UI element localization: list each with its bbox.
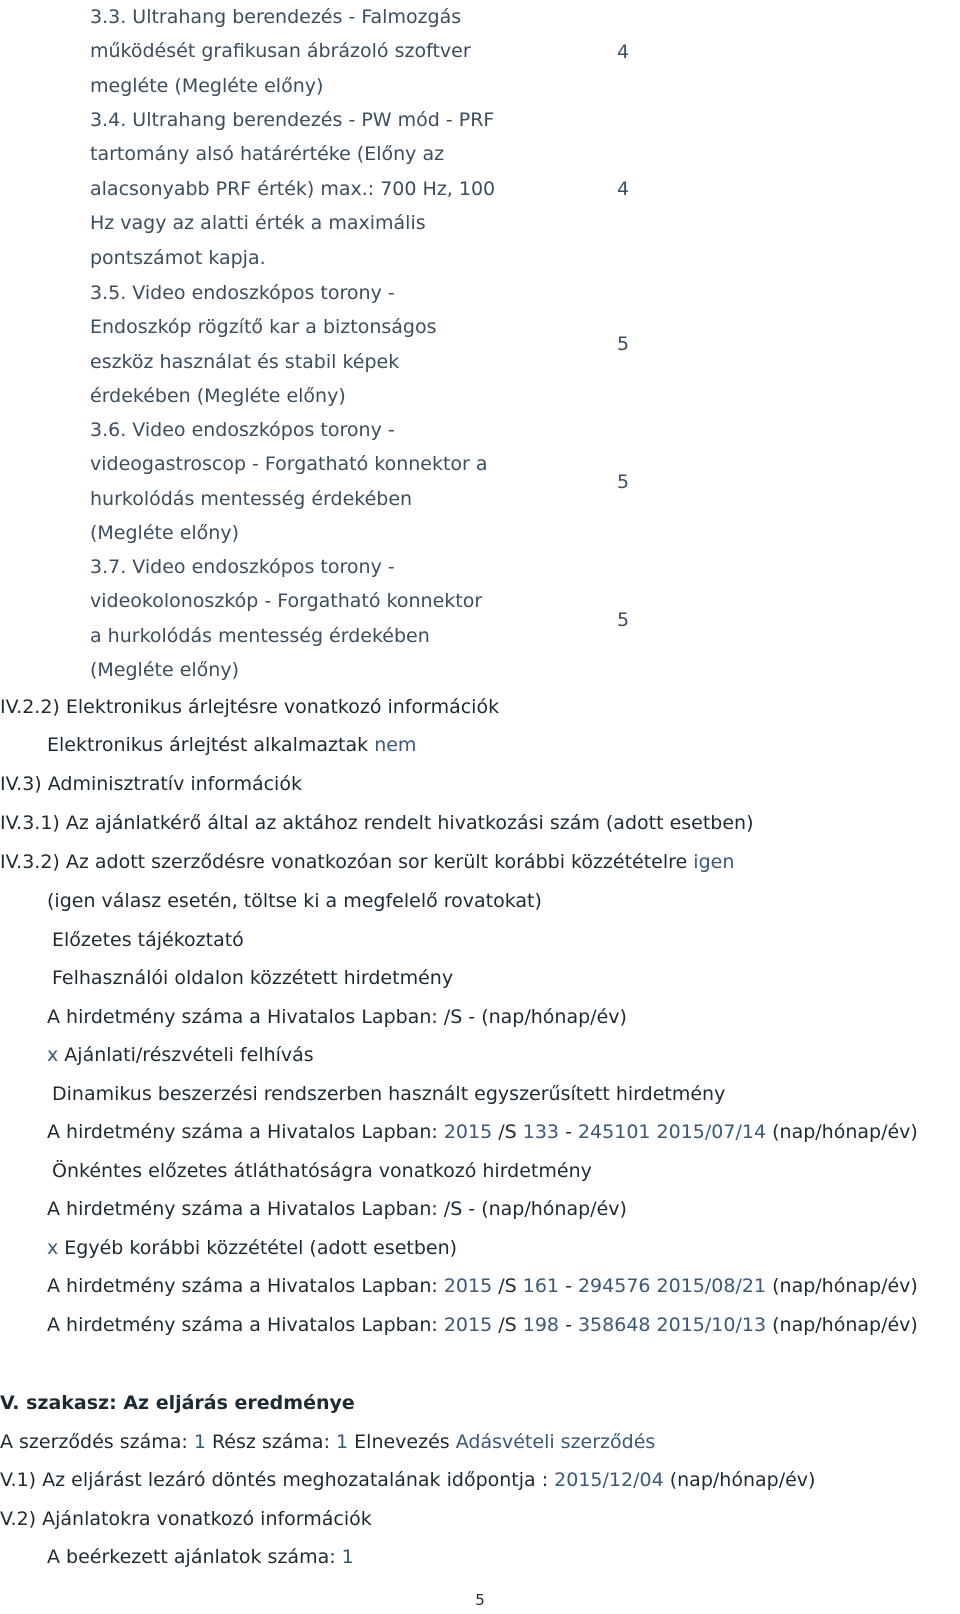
notice-label: A hirdetmény száma a Hivatalos Lapban: bbox=[47, 1275, 438, 1297]
notice-date: 2015/10/13 bbox=[656, 1314, 767, 1336]
check-mark: x bbox=[47, 1237, 59, 1259]
criterion-text: Hz vagy az alatti érték a maximális bbox=[90, 212, 426, 235]
notice-number-2 bbox=[47, 1271, 918, 1301]
criterion-score: 5 bbox=[617, 333, 630, 355]
criterion-3-3 bbox=[90, 0, 530, 103]
criterion-text: a hurkolódás mentesség érdekében bbox=[90, 624, 430, 647]
name-label: Elnevezés bbox=[354, 1431, 450, 1453]
notice-number-1 bbox=[47, 1117, 918, 1147]
criterion-score: 5 bbox=[617, 609, 630, 631]
section-heading-iv-3-1: IV.3.1) Az ajánlatkérő által az aktához rendelt hivatkozási szám (adott esetben) bbox=[0, 812, 754, 834]
contract-value: 1 bbox=[193, 1431, 206, 1453]
item-dps-notice: Dinamikus beszerzési rendszerben használt egyszerűsített hirdetmény bbox=[52, 1083, 726, 1105]
item-prior-information: Előzetes tájékoztató bbox=[52, 929, 244, 951]
criterion-score: 4 bbox=[617, 178, 630, 200]
notice-label: A hirdetmény száma a Hivatalos Lapban: bbox=[47, 1314, 438, 1336]
criterion-text: pontszámot kapja. bbox=[90, 246, 266, 269]
criterion-text: alacsonyabb PRF érték) max.: 700 Hz, 100 bbox=[90, 177, 496, 200]
notice-dash: - bbox=[565, 1314, 572, 1336]
criterion-text: (Megléte előny) bbox=[90, 659, 239, 682]
notice-date-format: (nap/hónap/év) bbox=[772, 1275, 918, 1297]
criterion-text: tartomány alsó határértéke (Előny az bbox=[90, 143, 445, 166]
notice-date: 2015/08/21 bbox=[656, 1275, 767, 1297]
criterion-text: eszköz használat és stabil képek bbox=[90, 350, 400, 373]
eauction-label: Elektronikus árlejtést alkalmaztak bbox=[47, 734, 369, 756]
notice-year: 2015 bbox=[443, 1314, 493, 1336]
notice-dash: - bbox=[565, 1275, 572, 1297]
criterion-3-4 bbox=[90, 103, 530, 275]
offers-line bbox=[47, 1542, 354, 1572]
decision-date-label: V.1) Az eljárást lezáró döntés meghozatalának időpontja : bbox=[0, 1469, 549, 1491]
notice-id: 245101 bbox=[577, 1121, 651, 1143]
part-label: Rész száma: bbox=[211, 1431, 330, 1453]
decision-date-line bbox=[0, 1465, 815, 1495]
item-other-publication bbox=[47, 1233, 457, 1263]
criterion-text: 3.4. Ultrahang berendezés - PW mód - PRF bbox=[90, 109, 495, 131]
notice-id: 358648 bbox=[577, 1314, 651, 1336]
name-value: Adásvételi szerződés bbox=[455, 1431, 656, 1453]
eauction-line bbox=[47, 730, 416, 760]
criterion-text: 3.6. Video endoszkópos torony - bbox=[90, 419, 395, 441]
criterion-score: 5 bbox=[617, 471, 630, 493]
section-v-title: V. szakasz: Az eljárás eredménye bbox=[0, 1392, 355, 1414]
criterion-text: (Megléte előny) bbox=[90, 522, 239, 545]
criterion-3-6 bbox=[90, 413, 530, 551]
notice-label: A hirdetmény száma a Hivatalos Lapban: bbox=[47, 1121, 438, 1143]
section-heading-iv-3-2 bbox=[0, 847, 734, 877]
criterion-text: Endoszkóp rögzítő kar a biztonságos bbox=[90, 316, 437, 339]
notice-date: 2015/07/14 bbox=[656, 1121, 767, 1143]
criterion-score: 4 bbox=[617, 41, 630, 63]
section-heading-v-2: V.2) Ajánlatokra vonatkozó információk bbox=[0, 1508, 372, 1530]
eauction-value: nem bbox=[374, 734, 417, 756]
criterion-3-5 bbox=[90, 276, 530, 414]
item-label: Ajánlati/részvételi felhívás bbox=[64, 1044, 314, 1066]
decision-date-value: 2015/12/04 bbox=[554, 1469, 664, 1491]
notice-sep-s: /S bbox=[498, 1121, 517, 1143]
criterion-text: 3.3. Ultrahang berendezés - Falmozgás bbox=[90, 6, 462, 28]
criterion-text: videogastroscop - Forgatható konnektor a bbox=[90, 453, 488, 476]
page-number: 5 bbox=[475, 1591, 485, 1609]
offers-label: A beérkezett ajánlatok száma: bbox=[47, 1546, 336, 1568]
notice-issue: 161 bbox=[522, 1275, 560, 1297]
decision-date-format: (nap/hónap/év) bbox=[669, 1469, 816, 1491]
notice-date-format: (nap/hónap/év) bbox=[772, 1314, 918, 1336]
criterion-text: működését grafikusan ábrázoló szoftver bbox=[90, 40, 471, 63]
criterion-text: videokolonoszkóp - Forgatható konnektor bbox=[90, 590, 483, 613]
section-heading-iv-2-2: IV.2.2) Elektronikus árlejtésre vonatkozó információk bbox=[0, 696, 500, 718]
part-value: 1 bbox=[336, 1431, 349, 1453]
notice-number-empty: A hirdetmény száma a Hivatalos Lapban: /S - (nap/hónap/év) bbox=[47, 1198, 627, 1220]
criterion-text: 3.7. Video endoszkópos torony - bbox=[90, 556, 395, 578]
item-label: Egyéb korábbi közzététel (adott esetben) bbox=[64, 1237, 458, 1259]
criterion-text: megléte (Megléte előny) bbox=[90, 74, 324, 97]
criterion-text: 3.5. Video endoszkópos torony - bbox=[90, 282, 395, 304]
criterion-text: hurkolódás mentesség érdekében bbox=[90, 487, 413, 510]
notice-date-format: (nap/hónap/év) bbox=[772, 1121, 918, 1143]
prior-publication-value: igen bbox=[693, 851, 735, 873]
item-buyer-profile: Felhasználói oldalon közzétett hirdetmény bbox=[52, 967, 454, 989]
contract-label: A szerződés száma: bbox=[0, 1431, 188, 1453]
notice-year: 2015 bbox=[443, 1121, 493, 1143]
notice-dash: - bbox=[565, 1121, 572, 1143]
prior-publication-label: IV.3.2) Az adott szerződésre vonatkozóan sor került korábbi közzétételre bbox=[0, 851, 688, 873]
notice-issue: 198 bbox=[522, 1314, 560, 1336]
contract-line bbox=[0, 1427, 655, 1457]
offers-value: 1 bbox=[341, 1546, 354, 1568]
item-voluntary-notice: Önkéntes előzetes átláthatóságra vonatkozó hirdetmény bbox=[52, 1160, 592, 1182]
instruction-text: (igen válasz esetén, töltse ki a megfelelő rovatokat) bbox=[47, 890, 542, 912]
item-contract-notice bbox=[47, 1040, 314, 1070]
notice-number-3 bbox=[47, 1310, 918, 1340]
check-mark: x bbox=[47, 1044, 59, 1066]
notice-id: 294576 bbox=[577, 1275, 651, 1297]
notice-year: 2015 bbox=[443, 1275, 493, 1297]
criterion-3-7 bbox=[90, 550, 530, 688]
section-heading-iv-3: IV.3) Adminisztratív információk bbox=[0, 773, 302, 795]
notice-number-empty: A hirdetmény száma a Hivatalos Lapban: /S - (nap/hónap/év) bbox=[47, 1006, 627, 1028]
notice-sep-s: /S bbox=[498, 1275, 517, 1297]
notice-issue: 133 bbox=[522, 1121, 560, 1143]
criterion-text: érdekében (Megléte előny) bbox=[90, 385, 346, 408]
notice-sep-s: /S bbox=[498, 1314, 517, 1336]
